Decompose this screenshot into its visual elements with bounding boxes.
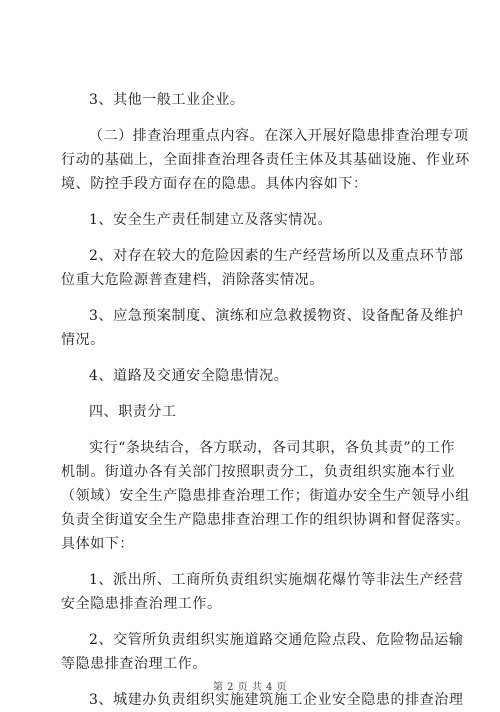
text-line: 1、派出所、工商所负责组织实施烟花爆竹等非法生产经营 xyxy=(89,572,464,588)
paragraph xyxy=(61,364,457,388)
text-line: 3、应急预案制度、演练和应急救援物资、设备配备及维护 xyxy=(89,308,464,324)
paragraph xyxy=(61,124,470,196)
text-line: 位重大危险源普查建档，消除落实情况。 xyxy=(61,272,324,288)
paragraph xyxy=(61,568,464,616)
page-footer: 第 2 页 共 4 页 xyxy=(212,682,288,693)
text-line: 负责全街道安全生产隐患排查治理工作的组织协调和督促落实。 xyxy=(61,512,470,528)
text-line: 四、职责分工 xyxy=(89,404,177,420)
paragraph xyxy=(61,628,464,676)
text-line: 行动的基础上，全面排查治理各责任主体及其基础设施、作业环 xyxy=(61,152,470,168)
text-line: （二）排查治理重点内容。在深入开展好隐患排查治理专项 xyxy=(89,128,469,144)
text-line: 安全隐患排查治理工作。 xyxy=(61,596,222,612)
text-line: 3、其他一般工业企业。 xyxy=(89,92,245,108)
text-line: 2、交管所负责组织实施道路交通危险点段、危险物品运输 xyxy=(89,632,464,648)
paragraph xyxy=(61,208,457,232)
text-line: 1、安全生产责任制建立及落实情况。 xyxy=(89,212,333,228)
text-line: 3、城建办负责组织实施建筑施工企业安全隐患的排查治理 xyxy=(89,692,464,708)
paragraph xyxy=(61,244,464,292)
paragraph xyxy=(61,436,470,556)
paragraph xyxy=(61,88,457,112)
text-line: 实行“条块结合，各方联动，各司其职，各负其责”的工作 xyxy=(89,440,455,456)
text-line: 具体如下： xyxy=(61,536,134,552)
text-line: 2、对存在较大的危险因素的生产经营场所以及重点环节部 xyxy=(89,248,464,264)
document-body xyxy=(61,88,470,712)
paragraph xyxy=(61,400,457,424)
text-line: 情况。 xyxy=(61,332,105,348)
text-line: 4、道路及交通安全隐患情况。 xyxy=(89,368,289,384)
text-line: 境、防控手段方面存在的隐患。具体内容如下： xyxy=(61,176,368,192)
text-line: 机制。街道办各有关部门按照职责分工，负责组织实施本行业 xyxy=(61,464,456,480)
paragraph xyxy=(61,304,464,352)
text-line: （领域）安全生产隐患排查治理工作；街道办安全生产领导小组 xyxy=(61,488,470,504)
text-line: 等隐患排查治理工作。 xyxy=(61,656,207,672)
